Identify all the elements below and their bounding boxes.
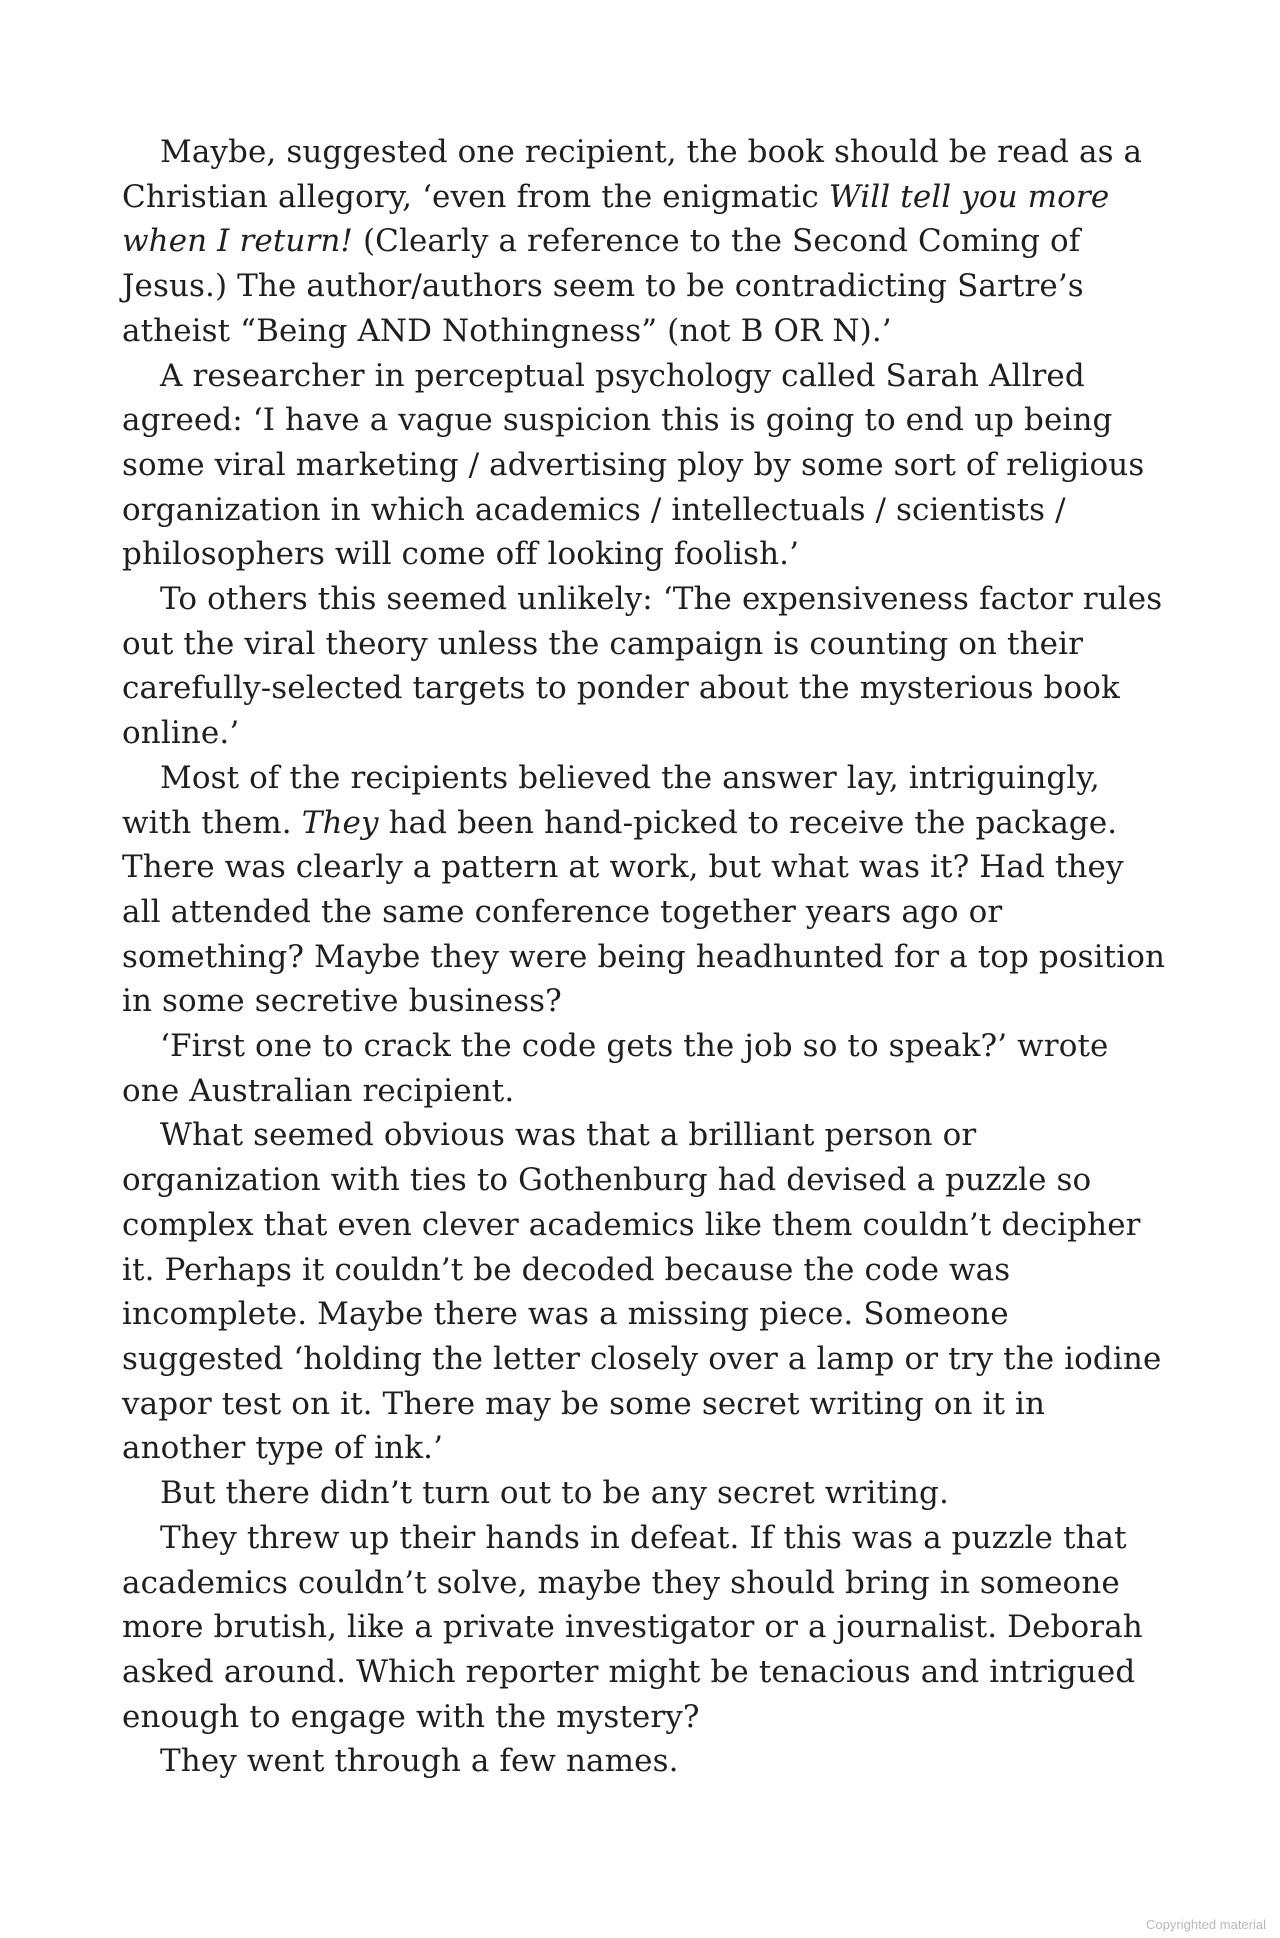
text-segment: A researcher in perceptual psychology called Sarah Allred agreed: ‘I have a vague suspicion this is going to end up being some viral marketing / advertising ploy by some sort of religious organization in which academics / intellectuals / scientists / philosophers will come off looking foolish.’ xyxy=(122,357,1145,573)
text-segment: had been hand-picked to receive the package. There was clearly a pattern at work, but what was it? Had they all attended the same conference together years ago or something? Maybe they were being headhunted for a top position in some secretive business? xyxy=(122,804,1166,1020)
text-segment: They went through a few names. xyxy=(160,1743,679,1780)
text-segment: (Clearly a reference to the Second Coming of Jesus.) The author/authors seem to be contradicting Sartre’s atheist “Being AND Nothingness” (not B OR N).’ xyxy=(122,223,1084,349)
italic-title: Will tell you more when I return! xyxy=(122,178,1110,260)
paragraph xyxy=(122,1471,1172,1516)
text-segment: Maybe, suggested one recipient, the book should be read as a Christian allegory, ‘even from the enigmatic xyxy=(122,134,1143,215)
paragraph xyxy=(122,756,1172,1024)
paragraph xyxy=(122,577,1172,756)
text-segment: Most of the recipients believed the answer lay, intriguingly, with them. xyxy=(122,759,1100,841)
text-segment: What seemed obvious was that a brilliant person or organization with ties to Gothenburg had devised a puzzle so complex that even clever academics like them couldn’t decipher it. Perhaps it couldn’t be decoded because the code was incomplete. Maybe there was a missing piece. Someone suggested ‘holding the letter closely over a lamp or try the iodine vapor test on it. There may be some secret writing on it in another type of ink.’ xyxy=(122,1117,1162,1467)
paragraph xyxy=(122,1113,1172,1471)
paragraph xyxy=(122,130,1172,354)
text-segment: To others this seemed unlikely: ‘The expensiveness factor rules out the viral theory unless the campaign is counting on their carefully-selected targets to ponder about the mysterious book online.’ xyxy=(122,581,1163,752)
paragraph xyxy=(122,1024,1172,1113)
body-text xyxy=(122,130,1172,1784)
italic-emphasis: They xyxy=(301,804,379,841)
text-segment: They threw up their hands in defeat. If this was a puzzle that academics couldn’t solve, maybe they should bring in someone more brutish, like a private investigator or a journalist. Deborah asked around. Which reporter might be tenacious and intrigued enough to engage with the mystery? xyxy=(122,1519,1143,1735)
text-segment: ‘First one to crack the code gets the job so to speak?’ wrote one Australian recipient. xyxy=(122,1028,1109,1109)
copyright-notice: Copyrighted material xyxy=(1146,1917,1266,1932)
text-segment: But there didn’t turn out to be any secret writing. xyxy=(160,1475,949,1512)
paragraph xyxy=(122,1516,1172,1740)
paragraph xyxy=(122,354,1172,578)
paragraph xyxy=(122,1739,1172,1784)
